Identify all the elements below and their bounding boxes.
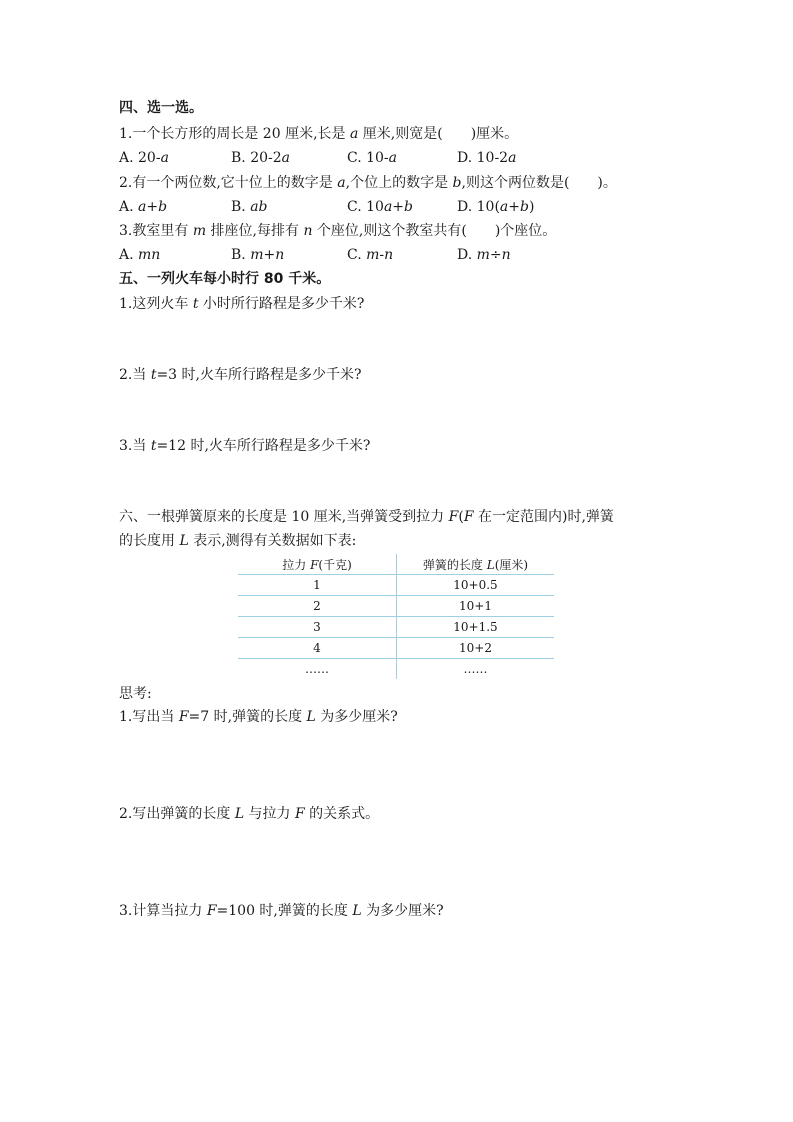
section-6-intro-line-2: 的长度用 L 表示,测得有关数据如下表: (119, 533, 357, 549)
option-d: D. m÷n (457, 247, 511, 263)
column-header-force: 拉力 F(千克) (238, 554, 397, 575)
question-4-2: 2.有一个两位数,它十位上的数字是 a,个位上的数字是 b,则这个两位数是( )。 (119, 175, 617, 191)
variable: a (349, 126, 359, 142)
question-6-3: 3.计算当拉力 F=100 时,弹簧的长度 L 为多少厘米? (119, 903, 444, 919)
section-5-title: 五、一列火车每小时行 80 千米。 (119, 271, 331, 287)
option-d: D. 10(a+b) (457, 199, 535, 215)
question-6-2: 2.写出弹簧的长度 L 与拉力 F 的关系式。 (119, 806, 380, 822)
question-text: 厘米,则宽是( )厘米。 (358, 126, 519, 142)
section-4-title: 四、选一选。 (119, 100, 203, 116)
column-header-length: 弹簧的长度 L(厘米) (397, 554, 555, 575)
spring-data-table (238, 554, 554, 679)
table-row: 1 10+0.5 (238, 575, 554, 596)
question-5-3: 3.当 t=12 时,火车所行路程是多少千米? (119, 438, 371, 454)
option-a: A. a+b (119, 199, 168, 215)
option-c: C. 10-a (347, 150, 398, 166)
question-5-2: 2.当 t=3 时,火车所行路程是多少千米? (119, 367, 362, 383)
section-6-intro-line-1: 六、一根弹簧原来的长度是 10 厘米,当弹簧受到拉力 F(F 在一定范围内)时,弹簧 (119, 509, 614, 525)
option-a: A. 20-a (119, 150, 169, 166)
question-4-1 (119, 124, 518, 144)
question-6-1: 1.写出当 F=7 时,弹簧的长度 L 为多少厘米? (119, 709, 398, 725)
table-row: 3 10+1.5 (238, 617, 554, 638)
option-b: B. ab (231, 199, 268, 215)
option-c: C. 10a+b (347, 199, 413, 215)
table-row: …… …… (238, 659, 554, 680)
table-header-row (238, 554, 554, 575)
option-b: B. m+n (231, 247, 285, 263)
option-d: D. 10-2a (457, 150, 517, 166)
option-c: C. m-n (347, 247, 394, 263)
option-a: A. mn (119, 247, 161, 263)
think-label: 思考: (119, 686, 152, 702)
table-row: 2 10+1 (238, 596, 554, 617)
question-text: 1.一个长方形的周长是 20 厘米,长是 (119, 126, 350, 142)
question-5-1: 1.这列火车 t 小时所行路程是多少千米? (119, 296, 365, 312)
table-row: 4 10+2 (238, 638, 554, 659)
question-4-3: 3.教室里有 m 排座位,每排有 n 个座位,则这个教室共有( )个座位。 (119, 223, 557, 239)
option-b: B. 20-2a (231, 150, 290, 166)
